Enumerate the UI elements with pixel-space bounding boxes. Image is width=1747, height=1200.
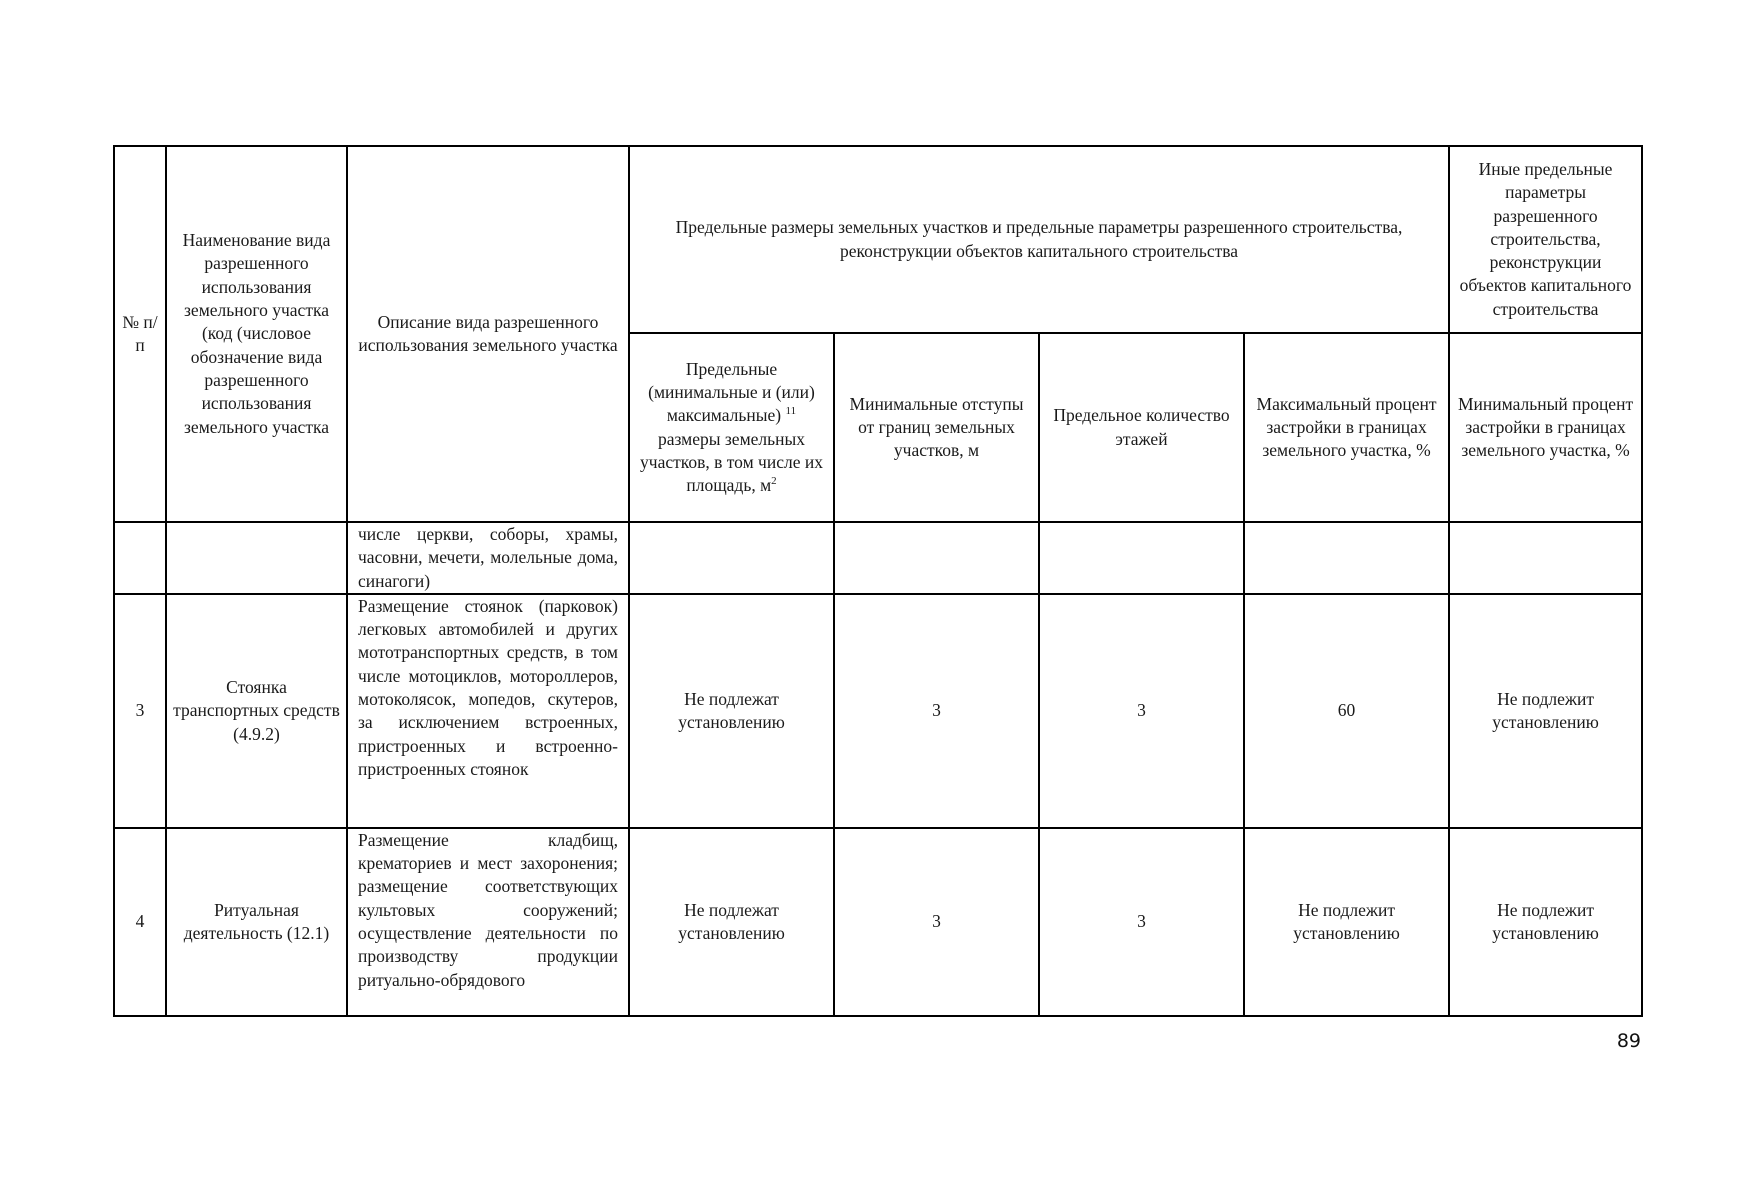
row-plot-sizes: Не подлежат установлению (629, 828, 834, 1016)
row-plot-sizes: Не подлежат установлению (629, 594, 834, 828)
row-use-description: Размещение кладбищ, крематориев и мест захоронения; размещение соответствующих культовых сооружений; осуществление деятельности по производству продукции ритуально-обрядового (347, 828, 629, 1016)
plot-sizes-main-text: Предельные (минимальные и (или) максимальные) (648, 358, 815, 426)
header-max-floors: Предельное количество этажей (1039, 333, 1244, 522)
header-use-description: Описание вида разрешенного использования земельного участка (347, 146, 629, 522)
square-unit-superscript: 2 (771, 475, 777, 488)
land-use-regulations-table (113, 145, 1643, 1017)
row-min-setbacks: 3 (834, 594, 1039, 828)
header-min-setbacks: Минимальные отступы от границ земельных участков, м (834, 333, 1039, 522)
row-number: 3 (114, 594, 166, 828)
header-number: № п/п (114, 146, 166, 522)
page-number: 89 (1616, 1030, 1641, 1052)
plot-sizes-rest-text: размеры земельных участков, в том числе их площадь, м (640, 428, 823, 496)
table-row (114, 594, 1642, 828)
row-max-floors: 3 (1039, 594, 1244, 828)
row-max-percent (1244, 522, 1449, 594)
header-max-building-percent: Максимальный процент застройки в границах земельного участка, % (1244, 333, 1449, 522)
row-use-description: Размещение стоянок (парковок) легковых автомобилей и других мототранспортных средств, в том числе мотоциклов, мотороллеров, мотоколясок, мопедов, скутеров, за исключением встроенных, пристроенных и встроенно-пристроенных стоянок (347, 594, 629, 828)
row-plot-sizes (629, 522, 834, 594)
row-max-percent: Не подлежит установлению (1244, 828, 1449, 1016)
row-min-percent (1449, 522, 1642, 594)
row-max-percent: 60 (1244, 594, 1449, 828)
row-min-percent: Не подлежит установлению (1449, 828, 1642, 1016)
table-row (114, 522, 1642, 594)
row-number: 4 (114, 828, 166, 1016)
header-plot-sizes (629, 333, 834, 522)
row-number (114, 522, 166, 594)
row-use-name: Ритуальная деятельность (12.1) (166, 828, 347, 1016)
header-other-parameters: Иные предельные параметры разрешенного строительства, реконструкции объектов капитального строительства (1449, 146, 1642, 333)
header-row-1 (114, 146, 1642, 333)
row-min-setbacks: 3 (834, 828, 1039, 1016)
row-use-name: Стоянка транспортных средств (4.9.2) (166, 594, 347, 828)
row-max-floors: 3 (1039, 828, 1244, 1016)
footnote-marker: 11 (785, 405, 797, 418)
row-use-description: числе церкви, соборы, храмы, часовни, мечети, молельные дома, синагоги) (347, 522, 629, 594)
header-limits-group: Предельные размеры земельных участков и предельные параметры разрешенного строительства, реконструкции объектов капитального строительства (629, 146, 1449, 333)
row-use-name (166, 522, 347, 594)
row-min-setbacks (834, 522, 1039, 594)
table-row (114, 828, 1642, 1016)
header-min-building-percent: Минимальный процент застройки в границах земельного участка, % (1449, 333, 1642, 522)
row-max-floors (1039, 522, 1244, 594)
row-min-percent: Не подлежит установлению (1449, 594, 1642, 828)
header-use-type-name: Наименование вида разрешенного использования земельного участка (код (числовое обозначение вида разрешенного использования земельного участка (166, 146, 347, 522)
